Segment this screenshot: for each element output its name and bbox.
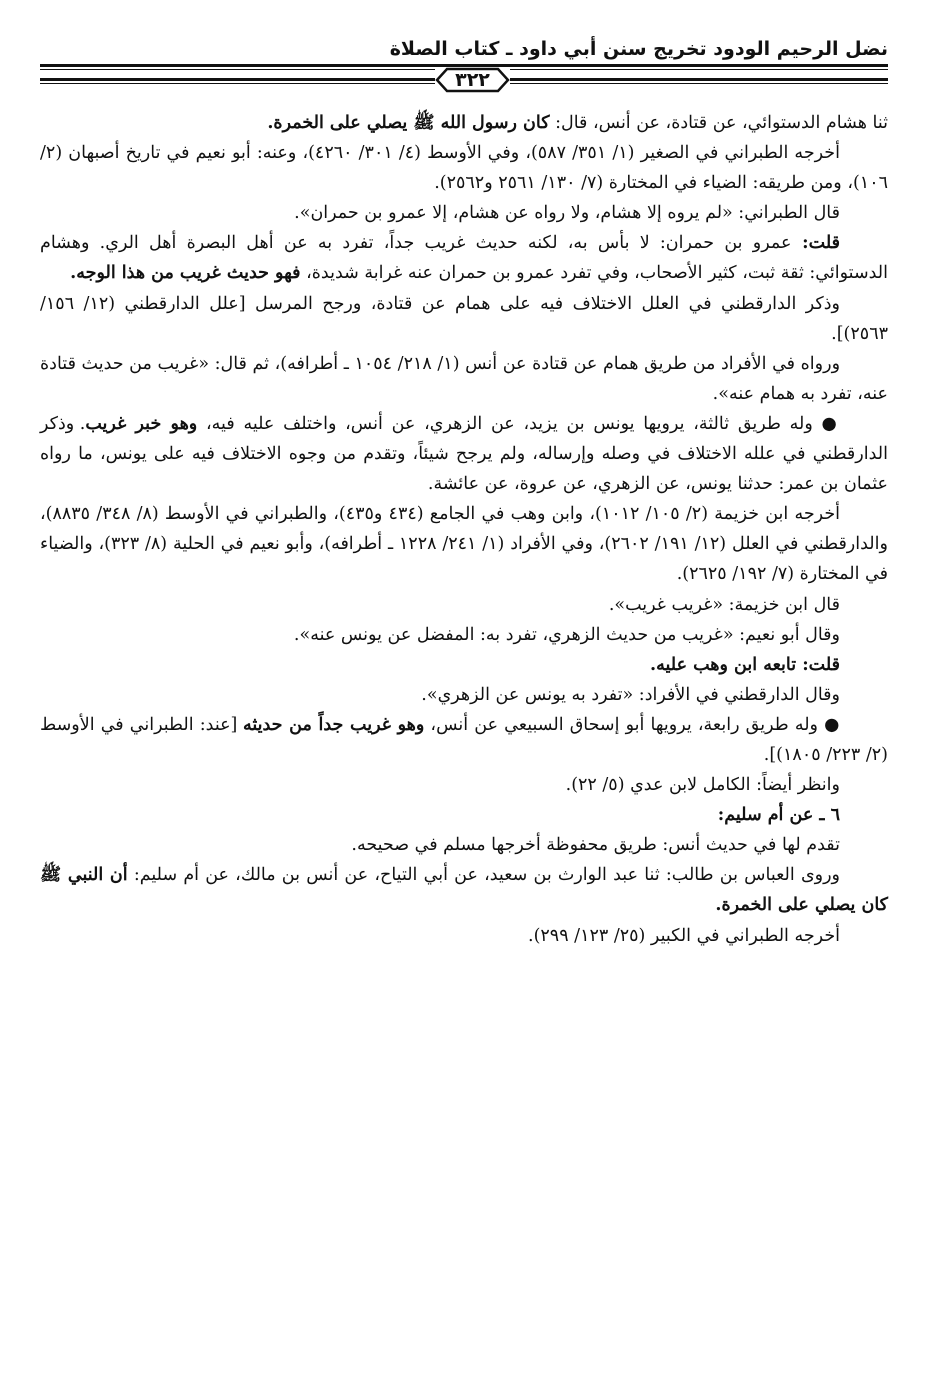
bold-text: وهو غريب جداً من حديثه [242, 714, 425, 735]
paragraph [40, 770, 888, 800]
paragraph [40, 680, 888, 710]
text-run: وروى العباس بن طالب: ثنا عبد الوارث بن سعيد، عن أبي التياح، عن أنس بن مالك، عن أم سليم: [127, 865, 840, 886]
main-text [40, 108, 888, 951]
bold-text: وهو خبر غريب [85, 413, 198, 434]
text-run: ورواه في الأفراد من طريق همام عن قتادة عن أنس (١/ ٢١٨/ ١٠٥٤ ـ أطرافه)، ثم قال: «غريب من حديث قتادة عنه، تفرد به همام عنه». [40, 353, 888, 404]
paragraph [40, 620, 888, 650]
text-run: عمرو بن حمران: لا بأس به، لكنه حديث غريب جداً، تفرد به عن أهل البصرة أهل الري. وهشام الدستوائي: ثقة ثبت، كثير الأصحاب، وفي تفرد عمرو بن حمران عنه غرابة شديدة، [40, 233, 888, 284]
paragraph [40, 198, 888, 228]
bold-text: أن النبي ﷺ كان يصلي على الخمرة. [40, 865, 888, 916]
paragraph [40, 921, 888, 951]
text-run: ثنا هشام الدستوائي، عن قتادة، عن أنس، قال: [549, 113, 888, 133]
bold-text: قلت: تابعه ابن وهب عليه. [650, 654, 840, 675]
paragraph [40, 710, 888, 770]
text-run: ● وله طريق ثالثة، يرويها يونس بن يزيد، عن الزهري، عن أنس، واختلف عليه فيه، [197, 413, 840, 434]
paragraph [40, 830, 888, 860]
ornament-rule-left [40, 78, 435, 81]
bold-text: فهو حديث غريب من هذا الوجه. [70, 263, 301, 284]
paragraph [40, 590, 888, 620]
paragraph [40, 228, 888, 288]
paragraph [40, 409, 888, 499]
ornament-rule-right [510, 78, 888, 81]
bold-text: ٦ ـ عن أم سليم: [717, 805, 840, 826]
text-run: وانظر أيضاً: الكامل لابن عدي (٥/ ٢٢). [565, 775, 840, 796]
paragraph [40, 499, 888, 589]
page-number: ٣٢٢ [455, 69, 490, 91]
text-run: وذكر الدارقطني في العلل الاختلاف فيه على همام عن قتادة، ورجح المرسل [علل الدارقطني (١٢/ ١٥٦/ ٢٥٦٣)]. [40, 293, 888, 344]
ornament-rule-right-thin [510, 83, 888, 84]
text-run: وقال أبو نعيم: «غريب من حديث الزهري، تفرد به: المفضل عن يونس عنه». [293, 624, 840, 645]
text-run: قال ابن خزيمة: «غريب غريب». [608, 594, 840, 615]
paragraph [40, 349, 888, 409]
text-run: أخرجه الطبراني في الصغير (١/ ٣٥١/ ٥٨٧)، وفي الأوسط (٤/ ٣٠١/ ٤٢٦٠)، وعنه: أبو نعيم في تاريخ أصبهان (٢/ ١٠٦)، ومن طريقه: الضياء في المختارة (٧/ ١٣٠/ ٢٥٦١ و٢٥٦٢). [40, 143, 888, 194]
ornament-rule-left-thin [40, 83, 435, 84]
paragraph [40, 860, 888, 920]
page-header [40, 36, 888, 96]
text-run: . وذكر الدارقطني في علله الاختلاف في وصله وإرساله، ولم يرجح شيئاً، وتقدم من وجوه الاختلاف فيه على يونس، ما رواه عثمان بن عمر: حدثنا يونس، عن الزهري، عن عروة، عن عائشة. [40, 413, 888, 495]
paragraph [40, 800, 888, 830]
paragraph [40, 108, 888, 138]
text-run: تقدم لها في حديث أنس: طريق محفوظة أخرجها مسلم في صحيحه. [351, 835, 840, 856]
text-run: وقال الدارقطني في الأفراد: «تفرد به يونس عن الزهري». [421, 684, 840, 705]
page-number-frame [435, 67, 510, 93]
text-run: ● وله طريق رابعة، يرويها أبو إسحاق السبيعي عن أنس، [424, 714, 840, 735]
text-run: [عند: الطبراني في الأوسط (٢/ ٢٢٣/ ١٨٠٥)]. [40, 714, 888, 765]
text-run: قال الطبراني: «لم يروه إلا هشام، ولا رواه عن هشام، إلا عمرو بن حمران». [294, 203, 840, 224]
text-run: أخرجه الطبراني في الكبير (٢٥/ ١٢٣/ ٢٩٩). [528, 925, 840, 946]
bold-text: قلت: [791, 233, 840, 254]
running-title: نضل الرحيم الودود تخريج سنن أبي داود ـ كتاب الصلاة [389, 38, 888, 60]
paragraph [40, 650, 888, 680]
bold-text: كان رسول الله ﷺ يصلي على الخمرة. [267, 113, 550, 133]
paragraph [40, 138, 888, 198]
paragraph [40, 289, 888, 349]
text-run: أخرجه ابن خزيمة (٢/ ١٠٥/ ١٠١٢)، وابن وهب في الجامع (٤٣٤ و٤٣٥)، والطبراني في الأوسط (٨/ ٣٤٨/ ٨٨٣٥)، والدارقطني في العلل (١٢/ ١٩١/ ٢٦٠٢)، وفي الأفراد (١/ ٢٤١/ ١٢٢٨ ـ أطرافه)، وأبو نعيم في الحلية (٨/ ٣٢٣)، والضياء في المختارة (٧/ ١٩٢/ ٢٦٢٥). [40, 504, 888, 585]
